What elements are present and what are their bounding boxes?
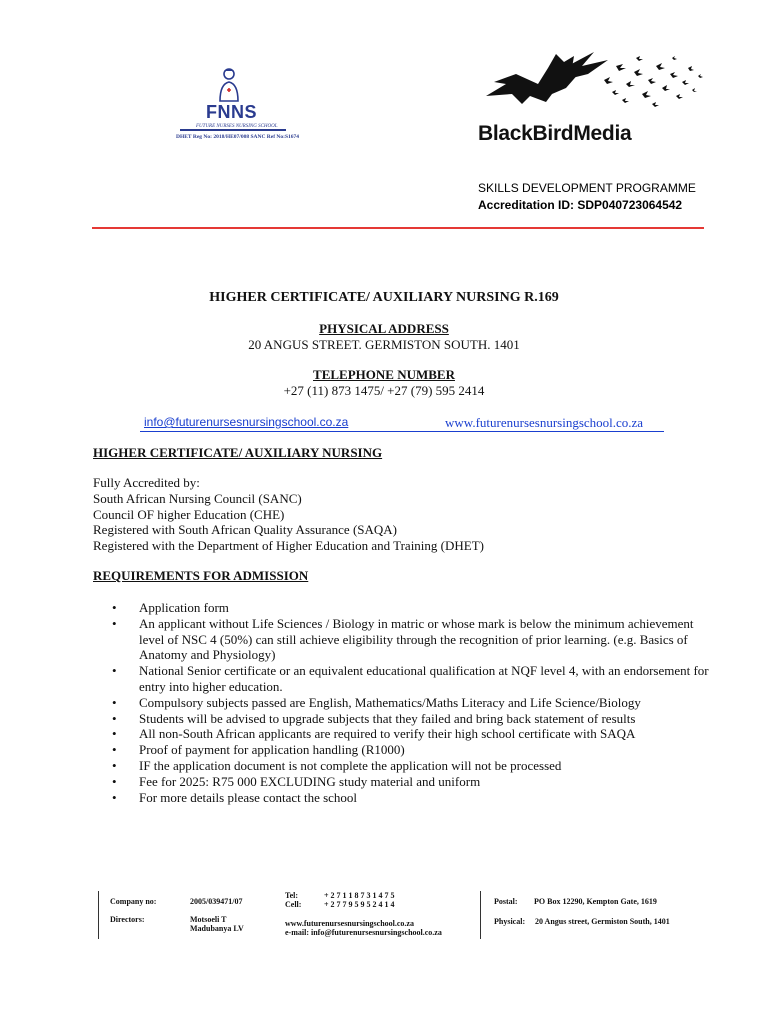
cell-value: + 2 7 7 9 5 9 5 2 4 1 4	[324, 900, 395, 909]
company-value: 2005/039471/07	[190, 897, 243, 906]
nurse-figure-icon	[218, 68, 240, 102]
list-item	[112, 695, 712, 711]
footer-email[interactable]: e-mail: info@futurenursesnursingschool.co.za	[285, 928, 442, 937]
requirement-text: All non-South African applicants are required to verify their high school certificate with SAQA	[139, 726, 636, 742]
blackbird-media-logo	[476, 44, 706, 156]
accreditation-item: Registered with the Department of Higher Education and Training (DHET)	[93, 538, 484, 553]
website-link[interactable]: www.futurenursesnursingschool.co.za	[445, 415, 644, 430]
document-title: HIGHER CERTIFICATE/ AUXILIARY NURSING R.169	[209, 290, 559, 305]
directors-value: Motsoeli T	[190, 915, 227, 924]
fnns-tagline: FUTURE NURSES NURSING SCHOOL	[196, 124, 278, 129]
footer-divider	[480, 891, 481, 939]
address-value: 20 ANGUS STREET. GERMISTON SOUTH. 1401	[248, 337, 520, 352]
directors-value: Madubanya LV	[190, 924, 244, 933]
fnns-registration: DHET Reg No: 2018/HE07/008 SANC Ref No:S1674	[176, 134, 300, 140]
requirement-text: For more details please contact the school	[139, 789, 358, 805]
requirements-heading: REQUIREMENTS FOR ADMISSION	[93, 568, 309, 583]
physical-value: 20 Angus street, Germiston South, 1401	[535, 917, 670, 926]
list-item	[112, 600, 712, 616]
requirement-text: Application form	[139, 600, 229, 615]
requirement-text: Fee for 2025: R75 000 EXCLUDING study material and uniform	[139, 773, 481, 789]
bullet-icon: •	[112, 757, 117, 773]
tel-value: + 2 7 1 1 8 7 3 1 4 7 5	[324, 891, 395, 900]
accreditation-item: Council OF higher Education (CHE)	[93, 507, 285, 522]
directors-label: Directors:	[110, 915, 145, 924]
requirement-text: An applicant without Life Sciences / Biology in matric or whose mark is below the minimum achievement level of NSC 4 (50%) can still achieve eligibility through the recognition of prior learning. (e.g. Basics of Anatomy and Physiology)	[139, 615, 694, 663]
requirement-text: Compulsory subjects passed are English, Mathematics/Maths Literacy and Life Science/Biology	[139, 694, 641, 710]
bullet-icon: •	[112, 600, 117, 615]
bullet-icon: •	[112, 726, 117, 742]
fnns-divider	[180, 129, 286, 131]
fnns-logo	[176, 68, 306, 150]
list-item	[112, 663, 712, 695]
list-item	[112, 790, 712, 806]
skills-programme-label: SKILLS DEVELOPMENT PROGRAMME	[478, 181, 696, 195]
telephone-value: +27 (11) 873 1475/ +27 (79) 595 2414	[283, 383, 485, 398]
accreditation-item: Registered with South African Quality Assurance (SAQA)	[93, 522, 398, 537]
fnns-name: FNNS	[206, 102, 257, 122]
crow-flock-icon	[476, 44, 706, 128]
bullet-icon: •	[112, 710, 117, 726]
postal-value: PO Box 12290, Kempton Gate, 1619	[534, 897, 657, 906]
accreditation-id: Accreditation ID: SDP040723064542	[478, 198, 683, 212]
header-divider	[92, 227, 704, 229]
address-heading: PHYSICAL ADDRESS	[319, 321, 449, 336]
blackbird-media-name: BlackBirdMedia	[478, 122, 632, 145]
requirement-text: Proof of payment for application handling (R1000)	[139, 742, 405, 758]
bullet-icon: •	[112, 694, 117, 710]
list-item	[112, 742, 712, 758]
requirement-text: Students will be advised to upgrade subjects that they failed and bring back statement of results	[139, 710, 636, 726]
list-item	[112, 616, 712, 663]
list-item	[112, 774, 712, 790]
footer-divider	[98, 891, 99, 939]
accredited-by-label: Fully Accredited by:	[93, 475, 200, 490]
telephone-heading: TELEPHONE NUMBER	[313, 367, 455, 382]
physical-label: Physical:	[494, 917, 526, 926]
section-heading: HIGHER CERTIFICATE/ AUXILIARY NURSING	[93, 445, 383, 460]
accreditation-item: South African Nursing Council (SANC)	[93, 491, 302, 506]
list-item	[112, 758, 712, 774]
link-underline	[140, 431, 664, 432]
list-item	[112, 711, 712, 727]
list-item	[112, 726, 712, 742]
company-label: Company no:	[110, 897, 157, 906]
bullet-icon: •	[112, 742, 117, 758]
bullet-icon: •	[112, 773, 117, 789]
requirements-list	[112, 600, 712, 805]
bullet-icon: •	[112, 789, 117, 805]
bullet-icon: •	[112, 615, 117, 631]
email-link[interactable]: info@futurenursesnursingschool.co.za	[144, 415, 349, 429]
bullet-icon: •	[112, 663, 117, 679]
tel-label: Tel:	[285, 891, 299, 900]
footer	[98, 887, 706, 939]
postal-label: Postal:	[494, 897, 518, 906]
requirement-text: IF the application document is not complete the application will not be processed	[139, 757, 562, 773]
footer-website[interactable]: www.futurenursesnursingschool.co.za	[285, 919, 414, 928]
requirement-text: National Senior certificate or an equivalent educational qualification at NQF level 4, with an endorsement for entry into higher education.	[139, 663, 709, 694]
cell-label: Cell:	[285, 900, 302, 909]
